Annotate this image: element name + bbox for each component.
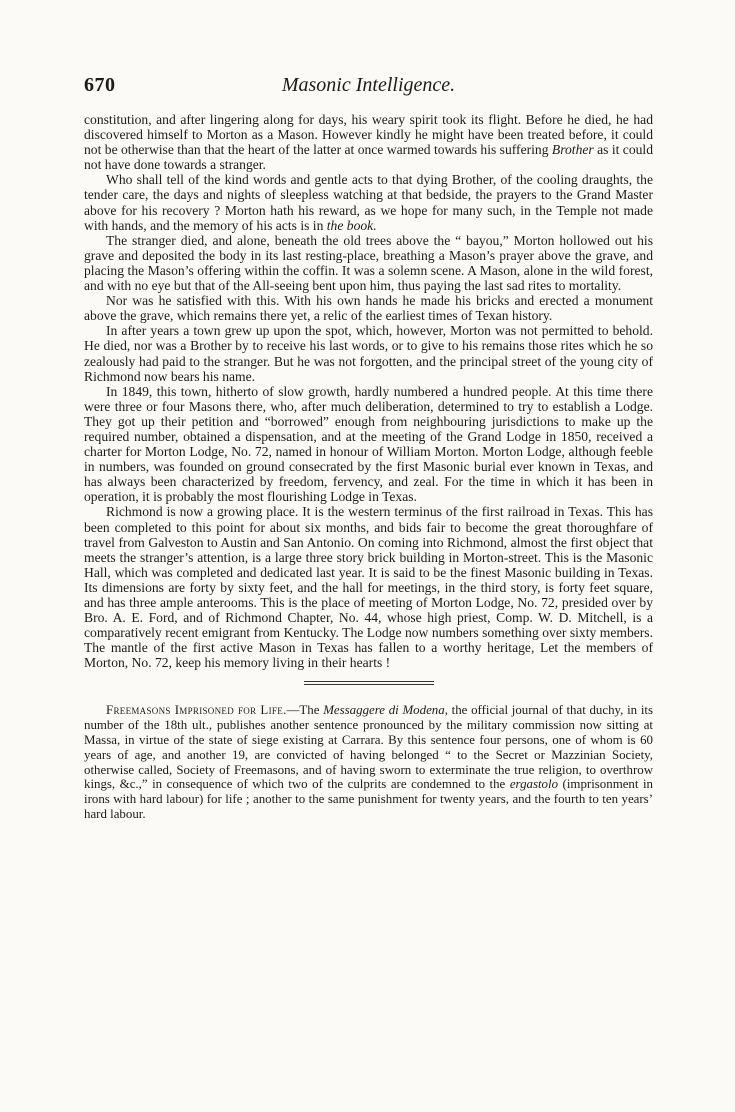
term-ergastolo: ergastolo bbox=[509, 777, 559, 792]
paragraph-4: Nor was he satisfied with this. With his own hands he made his bricks and erected a monument above the grave, which remains there yet, a relic of the earliest times of Texan history. bbox=[84, 293, 653, 324]
paragraph-7: Richmond is now a growing place. It is the western terminus of the first railroad in Texas. This has been completed to this point for about six months, and bids fair to become the great thoroughfare of travel from Galveston to Austin and San Antonio. On coming into Richmond, almost the first object that meets the stranger’s attention, is a large three story brick building in Morton-street. This is the Masonic Hall, which was completed and dedicated last year. It is said to be the finest Masonic building in Texas. Its dimensions are forty by sixty feet, and the hall for meetings, in the third story, is forty feet square, and has three ample anterooms. This is the place of meeting of Morton Lodge, No. 72, presided over by Bro. A. E. Ford, and of Richmond Chapter, No. 44, whose high priest, Comp. W. D. Mitchell, is a comparatively recent emigrant from Kentucky. The Lodge now numbers something over sixty members. The mantle of the first active Mason in Texas has fallen to a worthy heritage, Let the members of Morton, No. 72, keep his memory living in their hearts ! bbox=[84, 504, 653, 671]
paragraph-1: constitution, and after lingering along for days, his weary spirit took its flight. Before he died, he had discovered himself to Morton as a Mason. However kindly he might have been treated before, it could not be otherwise than that the heart of the latter at once warmed towards his suffering Brother as it could not have done towards a stranger. bbox=[84, 112, 653, 173]
paragraph-3: The stranger died, and alone, beneath the old trees above the “ bayou,” Morton hollowed out his grave and deposited the body in its last resting-place, breathing a Mason’s prayer above the grave, and placing the Mason’s offering within the coffin. It was a solemn scene. A Mason, alone in the wild forest, and with no eye but that of the All-seeing bent upon him, thus paying the last sad rites to mortality. bbox=[84, 232, 653, 294]
section-divider bbox=[304, 681, 434, 685]
publication-name: Messaggere di Modena bbox=[323, 703, 445, 718]
running-head bbox=[84, 74, 653, 104]
news-item bbox=[84, 703, 653, 821]
emphasis-the-book: the book. bbox=[326, 217, 377, 233]
paragraph-5: In after years a town grew up upon the spot, which, however, Morton was not permitted to behold. He died, nor was a Brother by to receive his last words, or to give to his remains those rites which he so zealously had paid to the stranger. But he was not forgotten, and the principal street of the young city of Richmond now bears his name. bbox=[84, 323, 653, 384]
page-number: 670 bbox=[84, 74, 116, 96]
running-title: Masonic Intelligence. bbox=[281, 74, 456, 96]
paragraph-6: In 1849, this town, hitherto of slow growth, hardly numbered a hundred people. At this time there were three or four Masons there, who, after much deliberation, determined to try to establish a Lodge. They got up their petition and “borrowed” enough from neighbouring jurisdictions to make up the required number, obtained a dispensation, and at the meeting of the Grand Lodge in 1850, received a charter for Morton Lodge, No. 72, named in honour of William Morton. Morton Lodge, although feeble in numbers, was founded on ground consecrated by the first Masonic burial ever known in Texas, and has always been characterized by freedom, fervency, and zeal. For the time in which it has been in operation, it is probably the most flourishing Lodge in Texas. bbox=[84, 383, 653, 505]
paragraph-2: Who shall tell of the kind words and gentle acts to that dying Brother, of the cooling draughts, the tender care, the days and nights of sleepless watching at that bedside, the prayers to the Grand Master above for his recovery ? Morton hath his reward, as we hope for many such, in the Temple not made with hands, and the memory of his acts is in the book. bbox=[84, 172, 653, 233]
news-paragraph: Freemasons Imprisoned for Life.—The Messaggere di Modena, the official journal of that duchy, in its number of the 18th ult., publishes another sentence pronounced by the military commission now sitting at Massa, in virtue of the state of siege existing at Carrara. By this sentence four persons, one of whom is 60 years of age, and another 19, are convicted of having belonged “ to the Secret or Mazzinian Society, otherwise called, Society of Freemasons, and of having sworn to exterminate the true religion, to overthrow kings, &c.,” in consequence of which two of the culprits are condemned to the ergastolo (imprisonment in irons with hard labour) for life ; another to the same punishment for twenty years, and the fourth to ten years’ hard labour. bbox=[84, 703, 654, 822]
article-body bbox=[84, 112, 653, 670]
news-heading: Freemasons Imprisoned for Life. bbox=[106, 703, 287, 718]
emphasis-brother: Brother bbox=[551, 142, 594, 158]
